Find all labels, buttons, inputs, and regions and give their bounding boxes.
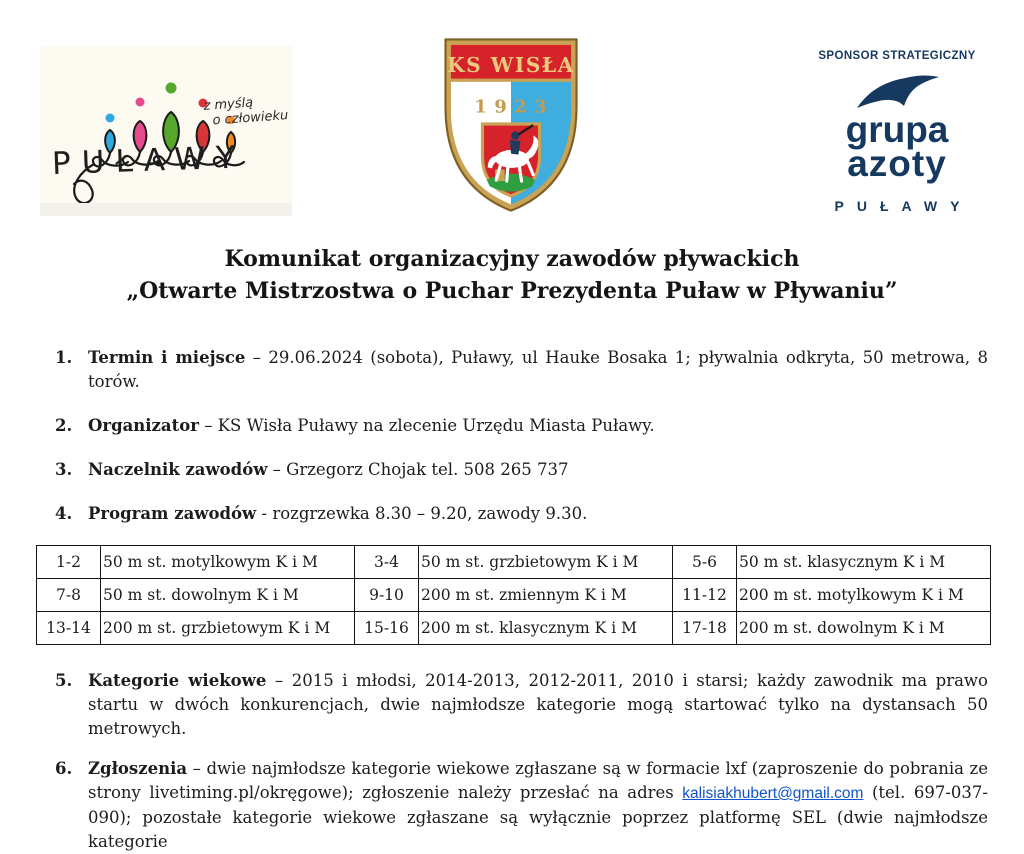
event-number-cell: 13-14	[37, 612, 101, 645]
pulawy-tagline-line2: o człowieku	[212, 108, 289, 129]
event-name-cell: 50 m st. motylkowym K i M	[101, 546, 355, 579]
info-list-top	[36, 346, 990, 526]
event-name-cell: 50 m st. grzbietowym K i M	[419, 546, 673, 579]
event-name-cell: 50 m st. dowolnym K i M	[101, 579, 355, 612]
sponsor-city: PUŁAWY	[834, 198, 973, 214]
pulawy-tagline	[203, 93, 289, 129]
table-row	[37, 612, 991, 645]
ks-wisla-crest	[437, 31, 585, 217]
azoty-bird-icon	[851, 72, 943, 114]
list-item-number: 1.	[55, 348, 73, 367]
email-link[interactable]: kalisiakhubert@gmail.com	[682, 785, 864, 802]
event-number-cell: 1-2	[37, 546, 101, 579]
event-number-cell: 17-18	[673, 612, 737, 645]
list-item-number: 5.	[55, 671, 73, 690]
table-row	[37, 546, 991, 579]
list-item-label: Termin i miejsce	[88, 348, 246, 367]
pulawy-loops-icon	[40, 46, 292, 216]
event-number-cell: 15-16	[355, 612, 419, 645]
list-item-label: Zgłoszenia	[88, 759, 188, 778]
info-list-bottom	[36, 669, 990, 854]
event-name-cell: 50 m st. klasycznym K i M	[737, 546, 991, 579]
event-number-cell: 7-8	[37, 579, 101, 612]
event-number-cell: 9-10	[355, 579, 419, 612]
list-item-number: 6.	[55, 759, 73, 778]
event-name-cell: 200 m st. motylkowym K i M	[737, 579, 991, 612]
sponsor-brand-line2: azoty	[847, 143, 947, 184]
list-item-label: Kategorie wiekowe	[88, 671, 267, 690]
pulawy-city-logo	[40, 46, 292, 216]
table-row	[37, 579, 991, 612]
list-item-label: Organizator	[88, 416, 199, 435]
list-item: 1. Termin i miejsce – 29.06.2024 (sobota), Puławy, ul Hauke Bosaka 1; pływalnia odkryta, 50 metrowa, 8 torów.	[55, 348, 988, 391]
sponsor-brand-line1: grupa	[845, 109, 949, 150]
list-item-number: 2.	[55, 416, 73, 435]
list-item-label: Naczelnik zawodów	[88, 460, 268, 479]
club-shield-icon	[437, 31, 585, 217]
crest-club-name: KS WISŁA	[447, 53, 575, 78]
list-item-label: Program zawodów	[88, 504, 257, 523]
list-item: 6. Zgłoszenia – dwie najmłodsze kategorie wiekowe zgłaszane są w formacie lxf (zaproszenie do pobrania ze strony livetiming.pl/okręgowe); zgłoszenie należy przesłać na adres kalisiakhubert@gmail.com (tel. 697-037-090); pozostałe kategorie wiekowe zgłaszane są wyłącznie poprzez platformę SEL (dwie najmłodsze kategorie	[55, 759, 988, 851]
crest-year: 1923	[474, 96, 554, 118]
event-number-cell: 3-4	[355, 546, 419, 579]
title-line2: „Otwarte Mistrzostwa o Puchar Prezydenta Puław w Pływaniu”	[126, 278, 898, 304]
pulawy-logo-edge	[40, 203, 292, 216]
event-name-cell: 200 m st. klasycznym K i M	[419, 612, 673, 645]
list-item-number: 4.	[55, 504, 73, 523]
event-name-cell: 200 m st. grzbietowym K i M	[101, 612, 355, 645]
event-name-cell: 200 m st. zmiennym K i M	[419, 579, 673, 612]
list-item-number: 3.	[55, 460, 73, 479]
event-number-cell: 11-12	[673, 579, 737, 612]
event-number-cell: 5-6	[673, 546, 737, 579]
title-line1: Komunikat organizacyjny zawodów pływackich	[224, 246, 800, 272]
list-item: 2. Organizator – KS Wisła Puławy na zlecenie Urzędu Miasta Puławy.	[36, 414, 990, 438]
list-item: 3. Naczelnik zawodów – Grzegorz Chojak tel. 508 265 737	[36, 458, 990, 482]
document-title	[0, 243, 1024, 307]
document-body	[36, 346, 990, 854]
pulawy-wordmark: PUŁAWY	[51, 139, 247, 183]
pulawy-tagline-line1: z myślą	[203, 95, 254, 114]
events-table	[36, 545, 991, 645]
grupa-azoty-logo	[798, 50, 996, 214]
sponsor-label: SPONSOR STRATEGICZNY	[818, 50, 976, 62]
event-name-cell: 200 m st. dowolnym K i M	[737, 612, 991, 645]
list-item: 4. Program zawodów - rozgrzewka 8.30 – 9.20, zawody 9.30.	[36, 502, 990, 526]
list-item: 5. Kategorie wiekowe – 2015 i młodsi, 2014-2013, 2012-2011, 2010 i starsi; każdy zawodnik ma prawo startu w dwóch konkurencjach, dwie najmłodsze kategorie mogą startować tylko na dystansach 50 metrowych.	[55, 671, 988, 738]
